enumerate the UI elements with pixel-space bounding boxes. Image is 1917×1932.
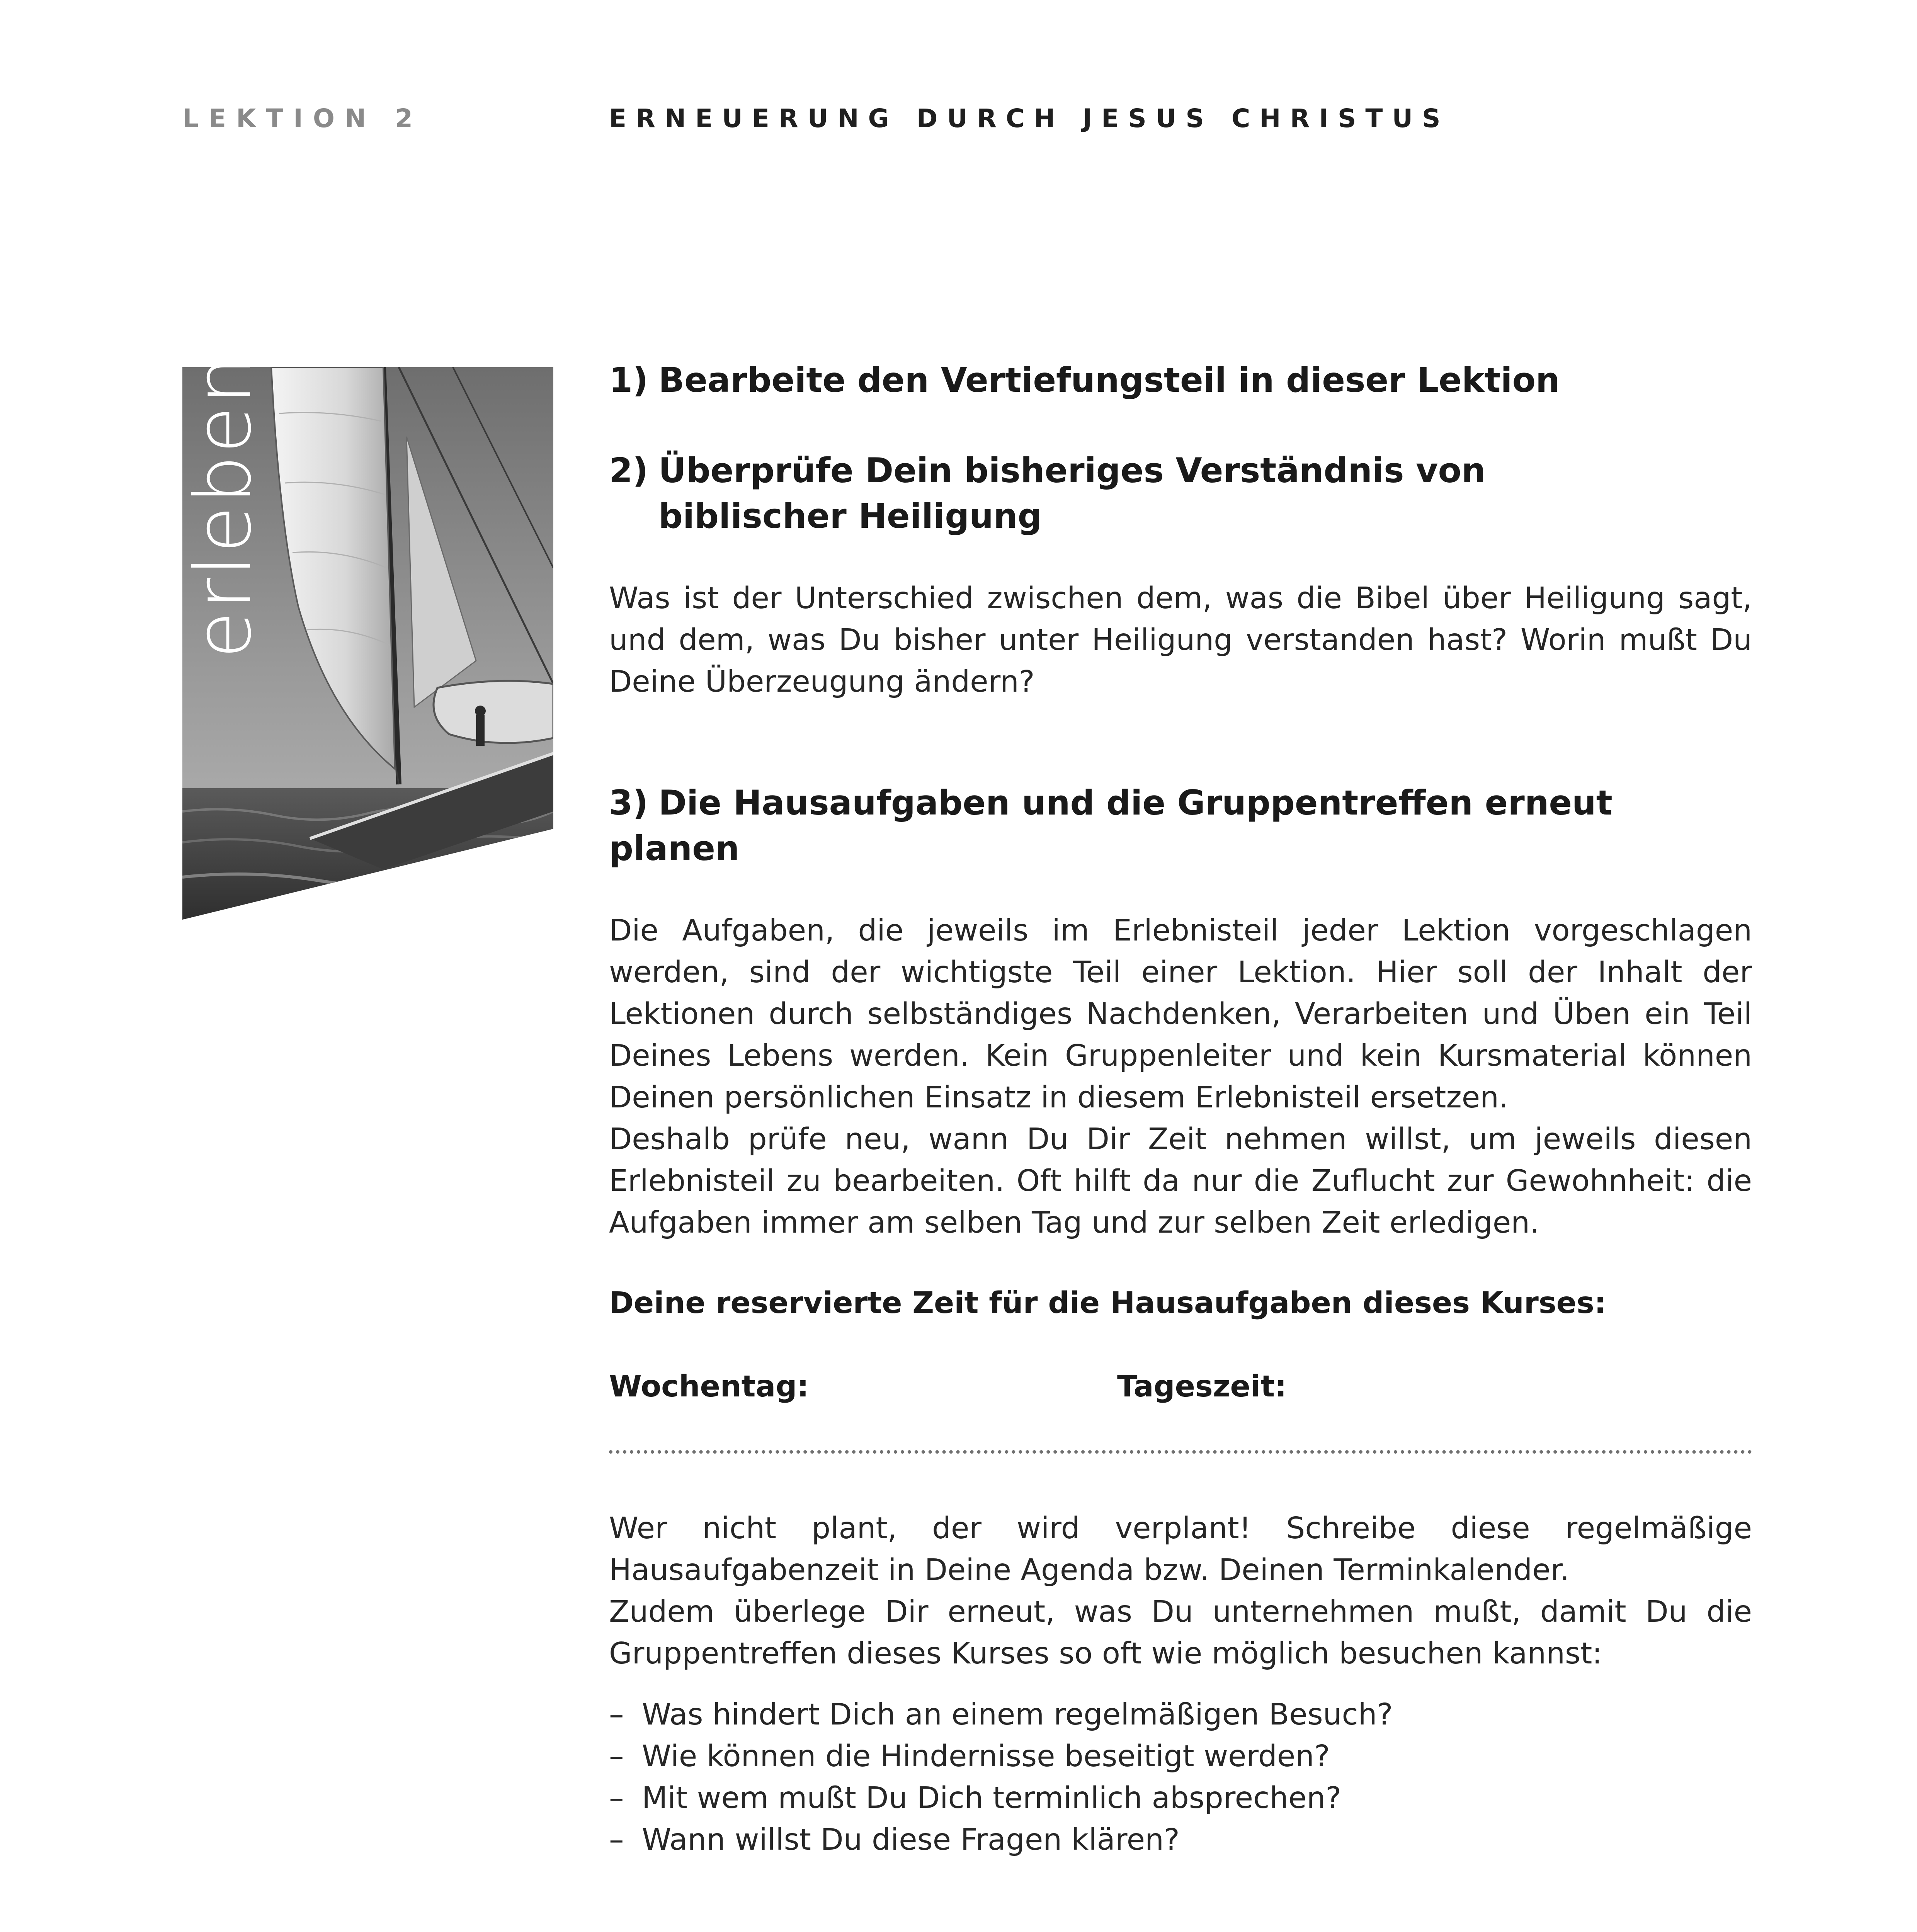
list-item: – Wann willst Du diese Fragen klären? [609, 1823, 1180, 1857]
list-item: – Was hindert Dich an einem regelmäßigen Besuch? [609, 1697, 1393, 1732]
section-3-heading: 3) Die Hausaufgaben und die Gruppentreffen erneut planen [609, 783, 1613, 868]
section-3-text-3: Wer nicht plant, der wird verplant! Schreibe diese regelmäßige Hausaufgabenzeit in Deine Agenda bzw. Deinen Terminkalender. [609, 1511, 1752, 1587]
writing-line [609, 1450, 1752, 1454]
main-content [609, 357, 1752, 1861]
section-3-text-2: Deshalb prüfe neu, wann Du Dir Zeit nehmen willst, um jeweils diesen Erlebnisteil zu bearbeiten. Oft hilft da nur die Zuflucht zur Gewohnheit: die Aufgaben immer am selben Tag und zur selben Zeit erledigen. [609, 1122, 1752, 1240]
section-2-text: Was ist der Unterschied zwischen dem, was die Bibel über Heiligung sagt, und dem, was Du bisher unter Heiligung verstanden hast? Worin mußt Du Deine Überzeugung ändern? [609, 581, 1752, 699]
list-item: – Mit wem mußt Du Dich terminlich absprechen? [609, 1781, 1342, 1815]
schedule-fields [609, 1366, 1752, 1408]
section-1-heading: 1) Bearbeite den Vertiefungsteil in dieser Lektion [609, 360, 1560, 400]
lesson-title: ERNEUERUNG DURCH JESUS CHRISTUS [609, 104, 1450, 133]
daytime-label: Tageszeit: [1117, 1369, 1287, 1404]
question-list [609, 1694, 1752, 1861]
section-2-heading: 2) Überprüfe Dein bisheriges Verständnis von biblischer Heiligung [609, 451, 1486, 536]
lesson-label: LEKTION 2 [182, 104, 423, 133]
weekday-label: Wochentag: [609, 1369, 809, 1404]
section-3-text-1: Die Aufgaben, die jeweils im Erlebnisteil jeder Lektion vorgeschlagen werden, sind der wichtigste Teil einer Lektion. Hier soll der Inhalt der Lektionen durch selbständiges Nachdenken, Verarbeiten und Üben ein Teil Deines Lebens werden. Kein Gruppenleiter und kein Kursmaterial können Deinen persönlichen Einsatz in diesem Erlebnisteil ersetzen. [609, 913, 1752, 1115]
reserved-time-label: Deine reservierte Zeit für die Hausaufgaben dieses Kurses: [609, 1286, 1606, 1320]
section-3-text-4: Zudem überlege Dir erneut, was Du unternehmen mußt, damit Du die Gruppentreffen dieses Kurses so oft wie möglich besuchen kannst: [609, 1595, 1752, 1671]
list-item: – Wie können die Hindernisse beseitigt werden? [609, 1739, 1330, 1774]
sidebar-label: erleben [178, 354, 269, 659]
